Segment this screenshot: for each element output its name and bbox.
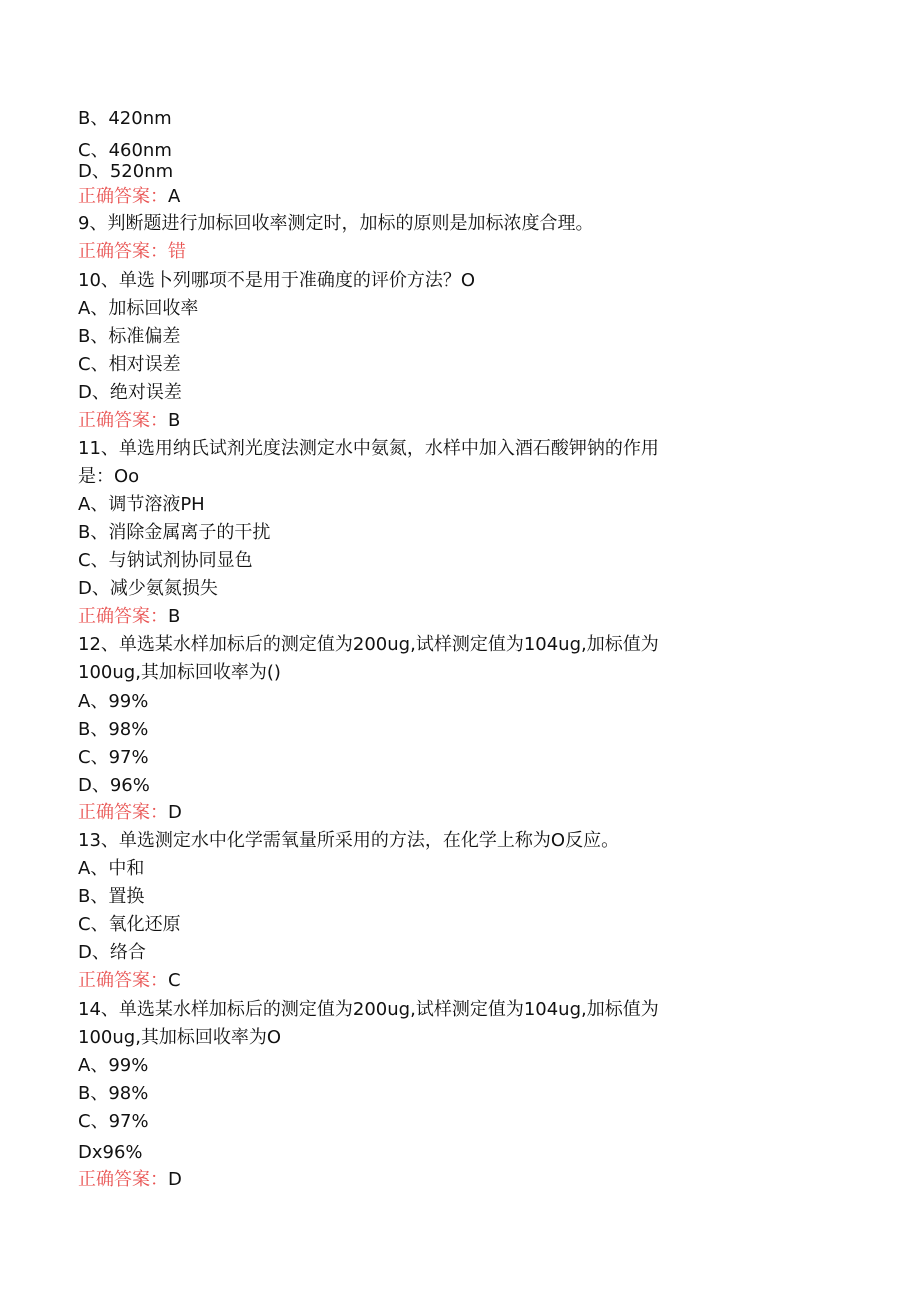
question-line: 100ug,其加标回收率为O — [78, 1027, 282, 1048]
question-line: 100ug,其加标回收率为() — [78, 662, 281, 683]
answer-line — [78, 802, 182, 824]
option-line: Dx96% — [78, 1142, 143, 1163]
answer-label: 正确答案： — [78, 410, 168, 431]
answer-label: 正确答案： — [78, 802, 168, 823]
answer-line — [78, 241, 186, 263]
option-line: C、相对误差 — [78, 354, 181, 375]
option-line: B、98% — [78, 1083, 149, 1104]
option-line: C、氧化还原 — [78, 914, 181, 935]
answer-value: D — [168, 802, 182, 823]
answer-line — [78, 186, 180, 208]
option-line: B、98% — [78, 719, 149, 740]
option-line: D、520nm — [78, 161, 174, 182]
option-line: C、460nm — [78, 140, 172, 161]
answer-label: 正确答案： — [78, 186, 168, 207]
option-line: C、与钠试剂协同显色 — [78, 550, 253, 571]
question-line: 14、单选某水样加标后的测定值为200ug,试样测定值为104ug,加标值为 — [78, 999, 659, 1020]
answer-line — [78, 606, 180, 628]
option-line: A、99% — [78, 691, 149, 712]
option-line: D、减少氨氮损失 — [78, 578, 218, 599]
option-line: C、97% — [78, 1111, 149, 1132]
answer-value: D — [168, 1169, 182, 1190]
answer-value: A — [168, 186, 181, 207]
question-line: 是：Oo — [78, 466, 140, 487]
answer-line — [78, 410, 180, 432]
answer-line — [78, 1169, 182, 1191]
option-line: A、99% — [78, 1055, 149, 1076]
option-line: C、97% — [78, 747, 149, 768]
option-line: D、96% — [78, 775, 150, 796]
answer-value: C — [168, 970, 181, 991]
answer-line — [78, 970, 181, 992]
option-line: D、络合 — [78, 942, 146, 963]
question-line: 12、单选某水样加标后的测定值为200ug,试样测定值为104ug,加标值为 — [78, 634, 659, 655]
question-line: 11、单选用纳氏试剂光度法测定水中氨氮，水样中加入酒石酸钾钠的作用 — [78, 438, 659, 459]
option-line: A、中和 — [78, 858, 145, 879]
option-line: B、置换 — [78, 886, 145, 907]
option-line: D、绝对误差 — [78, 382, 182, 403]
answer-label: 正确答案： — [78, 606, 168, 627]
option-line: B、标准偏差 — [78, 326, 181, 347]
option-line: A、调节溶液PH — [78, 494, 205, 515]
answer-label: 正确答案： — [78, 241, 168, 262]
question-line: 10、单选卜列哪项不是用于准确度的评价方法？O — [78, 270, 476, 291]
answer-label: 正确答案： — [78, 1169, 168, 1190]
question-line: 13、单选测定水中化学需氧量所采用的方法，在化学上称为O反应。 — [78, 830, 620, 851]
question-line: 9、判断题进行加标回收率测定时，加标的原则是加标浓度合理。 — [78, 213, 594, 234]
answer-value: B — [168, 410, 181, 431]
answer-value: B — [168, 606, 181, 627]
option-line: A、加标回收率 — [78, 298, 199, 319]
answer-label: 正确答案： — [78, 970, 168, 991]
option-line: B、消除金属离子的干扰 — [78, 522, 271, 543]
answer-value: 错 — [168, 241, 186, 262]
option-line: B、420nm — [78, 108, 172, 129]
